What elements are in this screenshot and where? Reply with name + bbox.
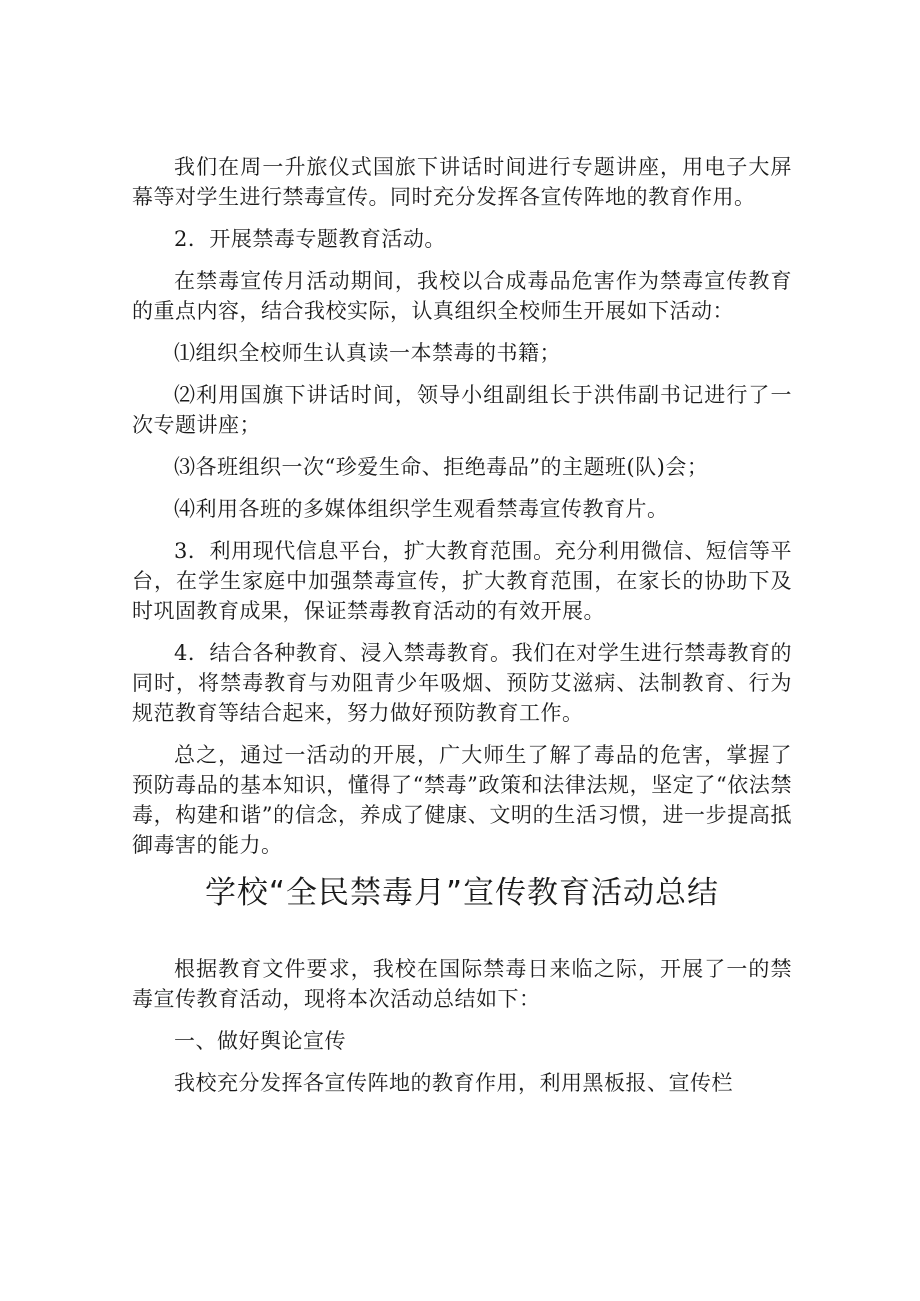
paragraph-publicity: 我校充分发挥各宣传阵地的教育作用，利用黑板报、宣传栏 [174,1071,733,1095]
list-item-3: ⑶各班组织一次“珍爱生命、拒绝毒品”的主题班(队)会； [174,455,709,479]
document-page [132,152,792,1110]
list-item-1: ⑴组织全校师生认真读一本禁毒的书籍； [174,341,561,365]
paragraph-item-4: 4．结合各种教育、浸入禁毒教育。我们在对学生进行禁毒教育的同时，将禁毒教育与劝阻青少年吸烟、预防艾滋病、法制教育、行为规范教育等结合起来，努力做好预防教育工作。 [132,641,792,725]
heading-section-1: 一、做好舆论宣传 [174,1029,346,1053]
paragraph-item-3: 3．利用现代信息平台，扩大教育范围。充分利用微信、短信等平台，在学生家庭中加强禁毒宣传，扩大教育范围，在家长的协助下及时巩固教育成果，保证禁毒教育活动的有效开展。 [132,539,792,623]
list-item-2: ⑵利用国旗下讲话时间，领导小组副组长于洪伟副书记进行了一次专题讲座； [132,383,792,437]
paragraph-activity-intro: 在禁毒宣传月活动期间，我校以合成毒品危害作为禁毒宣传教育的重点内容，结合我校实际，认真组织全校师生开展如下活动： [132,269,792,323]
heading-item-2: 2．开展禁毒专题教育活动。 [174,227,446,251]
paragraph-conclusion: 总之，通过一活动的开展，广大师生了解了毒品的危害，掌握了预防毒品的基本知识，懂得了“禁毒”政策和法律法规，坚定了“依法禁毒，构建和谐”的信念，养成了健康、文明的生活习惯，进一步提高抵御毒害的能力。 [132,743,792,857]
document-title: 学校“全民禁毒月”宣传教育活动总结 [204,875,720,911]
paragraph-intro: 根据教育文件要求，我校在国际禁毒日来临之际，开展了一的禁毒宣传教育活动，现将本次活动总结如下： [132,957,792,1011]
list-item-4: ⑷利用各班的多媒体组织学生观看禁毒宣传教育片。 [174,497,669,521]
paragraph-lecture: 我们在周一升旅仪式国旅下讲话时间进行专题讲座，用电子大屏幕等对学生进行禁毒宣传。同时充分发挥各宣传阵地的教育作用。 [132,155,792,209]
